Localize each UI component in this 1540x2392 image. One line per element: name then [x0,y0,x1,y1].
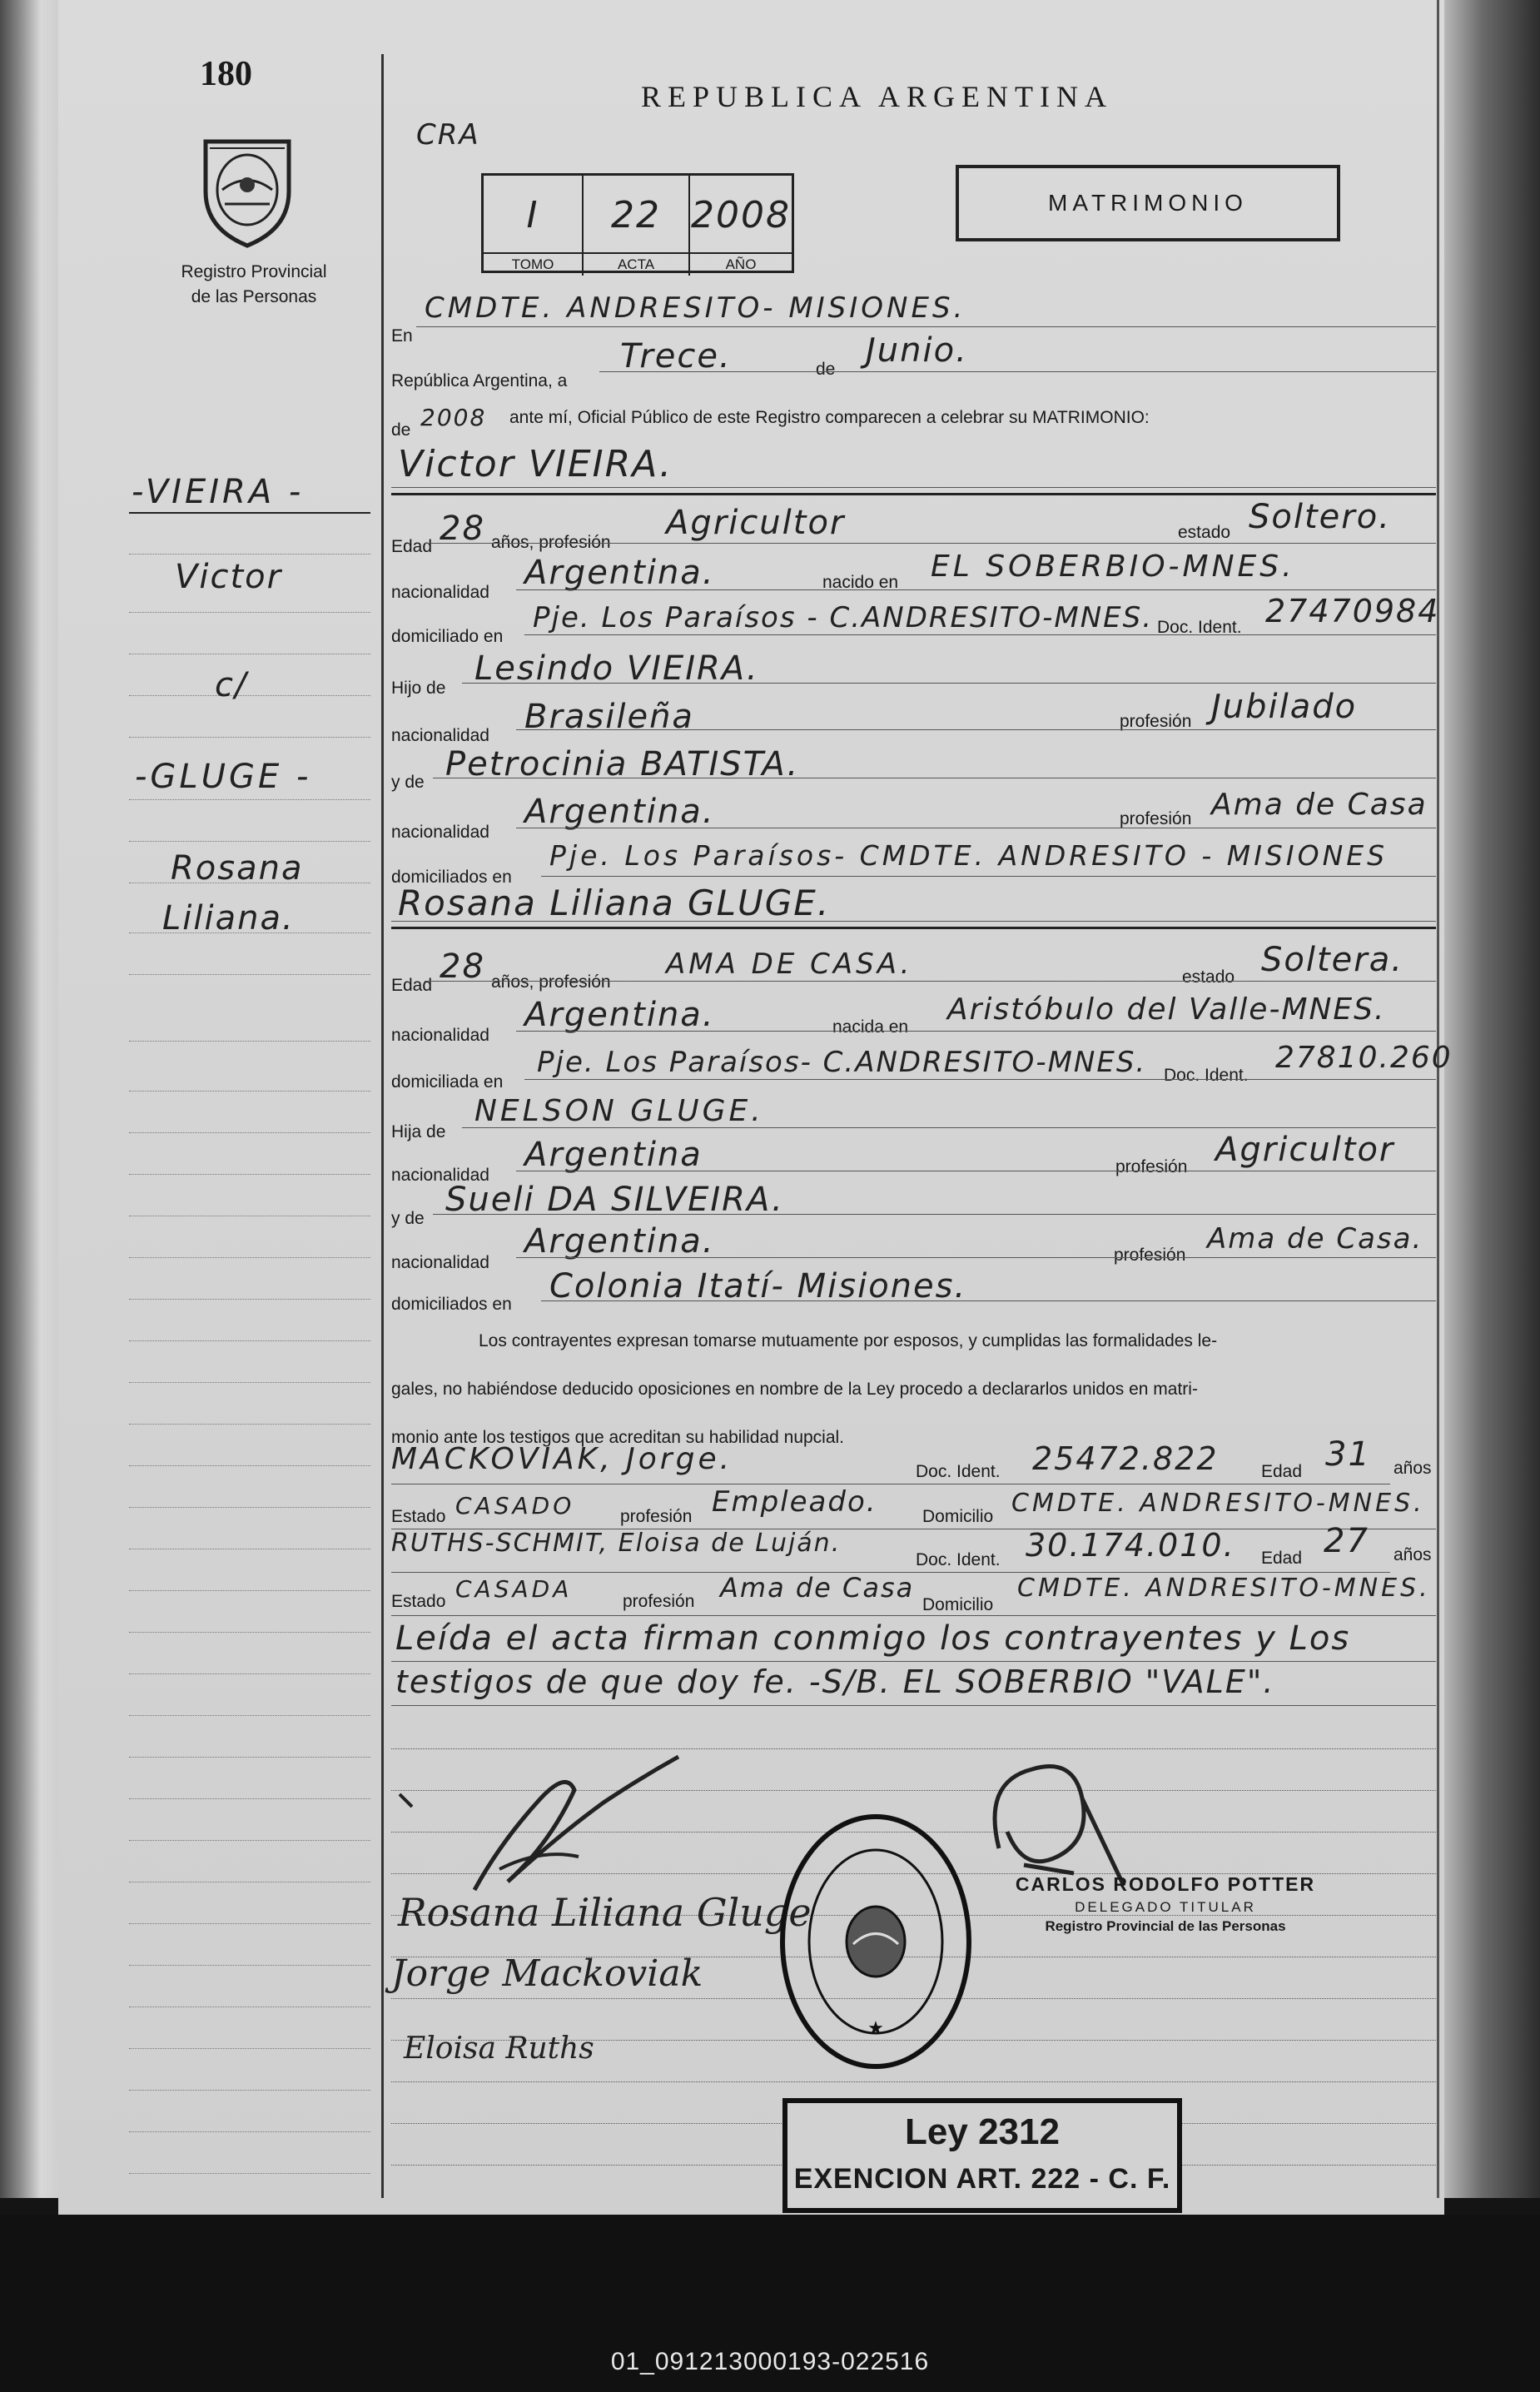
bride-doc-value: 27810.260 [1275,1041,1453,1075]
witness1-domicilio-label: Domicilio [922,1507,994,1526]
bride-parents-dom-label: domiciliados en [391,1295,512,1314]
bride-nac-value: Argentina. [524,996,715,1034]
witness1-doc-value: 25472.822 [1032,1440,1219,1477]
witness1-estado-label: Estado [391,1507,446,1526]
margin-bride-name-1: Rosana [171,849,304,888]
acta-cell [584,176,690,276]
groom-parents-dom-value: Pje. Los Paraísos- CMDTE. ANDRESITO - MISIONES [549,839,1388,872]
witness1-domicilio-value: CMDTE. ANDRESITO-MNES. [1011,1489,1425,1518]
rule [462,1127,1436,1128]
groom-nacido-value: EL SOBERBIO-MNES. [931,550,1295,584]
witness2-estado-value: CASADA [455,1575,573,1603]
declaration-line-2: gales, no habiéndose deducido oposiciones en nombre de la Ley procedo a declararlos unidos en matri- [391,1380,1198,1399]
margin-ruling [129,1257,370,1258]
groom-father-prof-label: profesión [1120,712,1192,731]
bride-mother-prof-value: Ama de Casa. [1207,1222,1423,1256]
tomo-cell [484,176,584,276]
witness1-profesion-value: Empleado. [712,1485,877,1519]
margin-bride-name-2: Liliana. [162,899,295,937]
margin-ruling [129,1424,370,1425]
witness1-profesion-label: profesión [620,1507,693,1526]
bride-section-line [391,927,1436,929]
declaration-paragraph [391,1317,1432,1462]
de-label: de [816,360,836,379]
groom-father-nac-value: Brasileña [524,698,694,736]
bride-estado-value: Soltera. [1261,941,1403,979]
margin-ruling [129,1840,370,1841]
bride-mother-nac-value: Argentina. [524,1222,715,1261]
bride-parents-dom-value: Colonia Itatí- Misiones. [549,1267,967,1305]
witness1-edad-label: Edad [1261,1462,1303,1481]
rule [516,1257,1436,1258]
rule [391,1705,1436,1706]
bride-full-name: Rosana Liliana GLUGE. [398,883,831,923]
rule [524,1079,1436,1080]
witness2-profesion-label: profesión [623,1592,695,1611]
bride-doc-label: Doc. Ident. [1164,1066,1249,1085]
registry-name [158,260,350,310]
bride-father-prof-label: profesión [1115,1157,1188,1176]
rule [391,2081,1436,2082]
groom-dom-label: domiciliado en [391,627,504,646]
country-title: REPUBLICA ARGENTINA [641,80,1114,113]
ano-cell [690,176,792,276]
bride-profesion-value: AMA DE CASA. [666,947,913,981]
rule [516,1031,1436,1032]
place-value: CMDTE. ANDRESITO- MISIONES. [425,291,966,325]
bride-father-value: NELSON GLUGE. [474,1094,764,1128]
groom-edad-value: 28 [440,510,485,548]
rule [391,1661,1436,1662]
rule [516,729,1436,730]
bride-mother-prof-label: profesión [1114,1246,1186,1265]
officer-name: CARLOS RODOLFO POTTER [1015,1873,1316,1895]
rule [425,543,1436,544]
rule [516,589,1436,590]
groom-mother-prof-label: profesión [1120,809,1192,828]
margin-ruling [129,1923,370,1924]
groom-doc-value: 27470984 [1265,593,1440,629]
groom-father-value: Lesindo VIEIRA. [474,649,759,688]
bride-edad-label: Edad [391,976,433,995]
rule [524,634,1436,635]
ano-value: 2008 [691,194,791,236]
groom-edad-label: Edad [391,537,433,556]
ano-label: AÑO [690,252,792,276]
margin-ruling [129,841,370,842]
rule [541,1300,1436,1301]
margin-ruling [129,1174,370,1175]
margin-connector: c/ [215,666,248,704]
bride-anos-profesion-label: años, profesión [491,972,611,992]
witness1-doc-label: Doc. Ident. [916,1462,1001,1481]
witness2-estado-label: Estado [391,1592,446,1611]
witness1-estado-value: CASADO [455,1492,575,1519]
groom-yde-label: y de [391,773,425,792]
closing-line-1: Leída el acta firman conmigo los contrayentes y Los [395,1619,1351,1658]
bride-dom-value: Pje. Los Paraísos- C.ANDRESITO-MNES. [537,1046,1147,1079]
registry-number-table [481,173,794,273]
svg-text:★: ★ [867,2017,884,2038]
groom-mother-nac-value: Argentina. [524,793,715,831]
margin-ruling [129,1590,370,1591]
closing-line-2: testigos de que doy fe. -S/B. EL SOBERBIO "VALE". [395,1663,1275,1700]
groom-hijo-label: Hijo de [391,679,446,698]
margin-ruling [129,1382,370,1383]
book-binding [0,0,58,2198]
margin-ruling [129,1091,370,1092]
statement-text: ante mí, Oficial Público de este Registro comparecen a celebrar su MATRIMONIO: [509,408,1150,427]
margin-ruling [129,2048,370,2049]
coat-of-arms-icon [193,125,301,250]
margin-ruling [129,1798,370,1799]
witness2-domicilio-value: CMDTE. ANDRESITO-MNES. [1017,1574,1431,1603]
registry-name-line1: Registro Provincial [181,262,327,281]
margin-ruling [129,1715,370,1716]
officer-org: Registro Provincial de las Personas [1045,1918,1286,1934]
law-subtitle: EXENCION ART. 222 - C. F. [793,2163,1171,2195]
year-value: 2008 [420,404,487,431]
groom-mother-value: Petrocinia BATISTA. [445,745,800,783]
bride-nacida-label: nacida en [832,1017,909,1037]
bride-nac-label: nacionalidad [391,1026,489,1045]
rule [541,876,1436,877]
corner-note: CRA [416,118,480,152]
margin-ruling [129,1757,370,1758]
acta-label: ACTA [584,252,688,276]
groom-estado-label: estado [1178,523,1231,542]
groom-dom-value: Pje. Los Paraísos - C.ANDRESITO-MNES. [533,601,1154,634]
en-label: En [391,326,413,346]
margin-ruling [129,1632,370,1633]
bride-hija-label: Hija de [391,1122,446,1141]
bride-name-rule [391,921,1436,922]
margin-ruling [129,612,370,613]
witness2-profesion-value: Ama de Casa [720,1572,915,1604]
groom-nac-value: Argentina. [524,554,715,592]
margin-ruling [129,799,370,800]
bride-mother-value: Sueli DA SILVEIRA. [445,1181,784,1219]
groom-father-prof-value: Jubilado [1211,688,1358,726]
margin-bride-surname: -GLUGE - [135,758,312,796]
day-value: Trece. [620,337,732,375]
witness2-edad-value: 27 [1324,1522,1369,1560]
rule [433,1214,1436,1215]
month-value: Junio. [866,331,968,370]
bride-father-nac-value: Argentina [524,1136,703,1174]
groom-name-rule [391,487,1436,488]
margin-ruling [129,2131,370,2132]
registry-name-line2: de las Personas [191,287,317,306]
bride-signature: Rosana Liliana Gluge [398,1890,812,1935]
groom-section-line [391,493,1436,495]
margin-ruling [129,512,370,514]
page-number: 180 [200,55,252,93]
margin-ruling [129,1299,370,1300]
margin-ruling [129,1041,370,1042]
acta-value: 22 [611,194,661,236]
rule [462,683,1436,684]
groom-mother-prof-value: Ama de Casa [1211,788,1428,822]
bride-mother-nac-label: nacionalidad [391,1253,489,1272]
page-edge-shadow [1444,0,1540,2198]
groom-nacido-label: nacido en [822,573,899,592]
margin-groom-name: Victor [175,558,283,596]
margin-ruling [129,1132,370,1133]
officer-stamp [991,1873,1340,1957]
witness2-signature: Eloisa Ruths [404,2031,594,2066]
margin-groom-surname: -VIEIRA - [132,473,305,511]
place-rule [416,326,1436,327]
groom-estado-value: Soltero. [1249,498,1391,536]
rule [425,981,1436,982]
declaration-line-1: Los contrayentes expresan tomarse mutuamente por esposos, y cumplidas las formalidades le- [479,1331,1218,1350]
bride-father-prof-value: Agricultor [1215,1131,1395,1169]
law-title: Ley 2312 [905,2111,1060,2152]
declaration-line-3: monio ante los testigos que acreditan su habilidad nupcial. [391,1428,845,1447]
margin-ruling [129,737,370,738]
margin-ruling [129,1673,370,1674]
margin-ruling [129,974,370,975]
witness2-domicilio-label: Domicilio [922,1595,994,1614]
margin-ruling [129,1465,370,1466]
column-divider [381,54,384,2198]
groom-nac-label: nacionalidad [391,583,489,602]
margin-ruling [129,2090,370,2091]
margin-ruling [129,1965,370,1966]
registry-round-stamp [778,1811,974,2073]
groom-parents-dom-label: domiciliados en [391,868,512,887]
groom-doc-label: Doc. Ident. [1157,618,1242,637]
witness1-signature: Jorge Mackoviak [391,1952,703,1995]
bride-dom-label: domiciliada en [391,1072,504,1092]
witness1-edad-value: 31 [1325,1435,1371,1474]
date-rule [599,371,1436,372]
law-exemption-stamp [782,2098,1182,2213]
groom-signature-scribble [391,1744,699,1902]
bride-nacida-value: Aristóbulo del Valle-MNES. [947,992,1386,1027]
witness1-anos-label: años [1393,1459,1432,1478]
witness2-edad-label: Edad [1261,1549,1303,1568]
right-margin-line [1437,0,1439,2198]
officer-signature-scribble [974,1748,1140,1890]
tomo-label: TOMO [484,252,582,276]
groom-profesion-value: Agricultor [666,504,846,542]
witness2-anos-label: años [1393,1545,1432,1564]
witness2-doc-label: Doc. Ident. [916,1550,1001,1569]
bride-father-nac-label: nacionalidad [391,1166,489,1185]
witness2-doc-value: 30.174.010. [1026,1527,1235,1564]
record-type-box: MATRIMONIO [956,165,1340,241]
groom-full-name: Victor VIEIRA. [398,443,673,485]
groom-father-nac-label: nacionalidad [391,726,489,745]
scan-file-code: 01_091213000193-022516 [610,2348,930,2375]
republica-label: República Argentina, a [391,371,568,390]
margin-ruling [129,695,370,696]
margin-ruling [129,2173,370,2174]
witness1-name: MACKOVIAK, Jorge. [391,1442,733,1476]
rule [391,1615,1436,1616]
margin-ruling [129,1507,370,1508]
officer-title: DELEGADO TITULAR [1075,1899,1256,1915]
margin-ruling [129,1340,370,1341]
tomo-value: I [526,194,539,236]
groom-mother-nac-label: nacionalidad [391,823,489,842]
de2-label: de [391,420,411,440]
bride-estado-label: estado [1182,967,1235,987]
groom-anos-profesion-label: años, profesión [491,533,611,552]
bride-edad-value: 28 [440,947,485,986]
bride-yde-label: y de [391,1209,425,1228]
witness2-name: RUTHS-SCHMIT, Eloisa de Luján. [391,1529,842,1558]
